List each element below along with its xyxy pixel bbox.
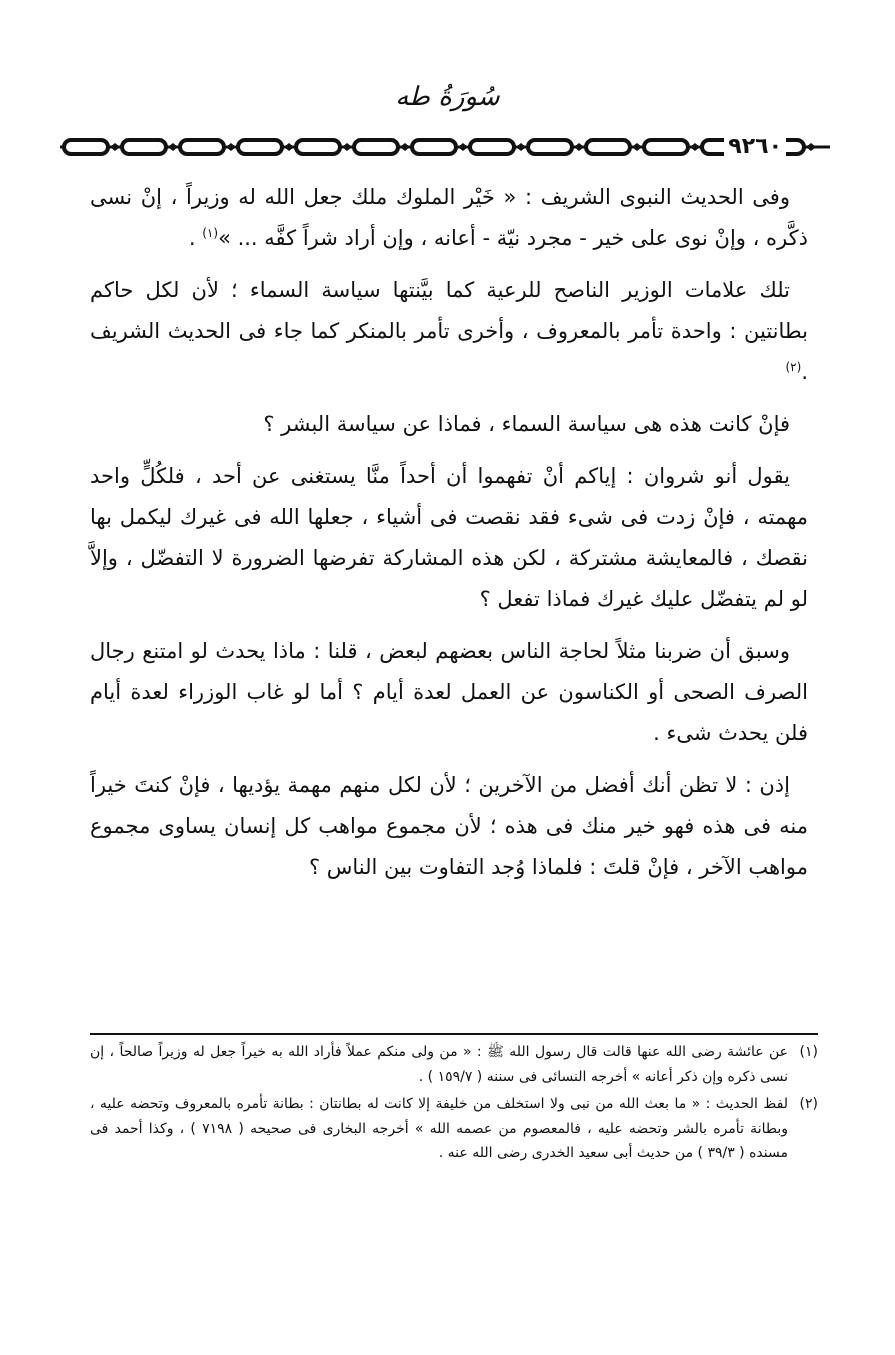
main-text bbox=[90, 177, 808, 899]
paragraph-text: تلك علامات الوزير الناصح للرعية كما بيَّنتها سياسة السماء ؛ لأن لكل حاكم بطانتين : واحدة تأمر بالمعروف ، وأخرى تأمر بالمنكر كما جاء فى الحديث الشريف . bbox=[90, 278, 808, 384]
footnotes bbox=[90, 1040, 818, 1169]
footnote-2 bbox=[90, 1092, 818, 1166]
paragraph-text: يقول أنو شروان : إياكم أنْ تفهموا أن أحداً منَّا يستغنى عن أحد ، فلكُلٍّ واحد مهمته ، فإنْ زدت فى شىء فقد نقصت فى أشياء ، جعلها الله فى غيرك ليكمل بها نقصك ، فالمعايشة مشتركة ، لكن هذه المشاركة تفرضها الضرورة لا التفضّل ، وإلاَّ لو لم يتفضّل عليك غيرك فماذا تفعل ؟ bbox=[90, 464, 808, 611]
footnote-divider bbox=[90, 1033, 818, 1035]
footnote-ref-1: (١) bbox=[202, 226, 219, 240]
footnote-number: (١) bbox=[799, 1044, 818, 1060]
page-number: ٩٢٦٠ bbox=[724, 132, 786, 162]
paragraph-text: وسبق أن ضربنا مثلاً لحاجة الناس بعضهم لبعض ، قلنا : ماذا يحدث لو امتنع رجال الصرف الصحى أو الكناسون عن العمل لعدة أيام ؟ أما لو غاب الوزراء لعدة أيام فلن يحدث شىء . bbox=[90, 639, 808, 745]
chain-border bbox=[60, 132, 830, 162]
paragraph-text: وفى الحديث النبوى الشريف : « خَيْر الملوك ملك جعل الله له وزيراً ، إنْ نسى ذكَّره ، وإنْ نوى على خير - مجرد نيّة - أعانه ، وإن أراد شراً كفَّه ... » bbox=[90, 185, 808, 250]
paragraph-text: فإنْ كانت هذه هى سياسة السماء ، فماذا عن سياسة البشر ؟ bbox=[263, 412, 790, 436]
surah-title: سُورَةُ طه bbox=[395, 82, 500, 112]
paragraph-1: وفى الحديث النبوى الشريف : « خَيْر الملوك ملك جعل الله له وزيراً ، إنْ نسى ذكَّره ، وإنْ نوى على خير - مجرد نيّة - أعانه ، وإن أراد شراً كفَّه ... »$^{(١)}$ . bbox=[90, 185, 808, 250]
chain-ornament-icon bbox=[60, 132, 830, 162]
paragraph-6 bbox=[90, 765, 808, 888]
footnote-ref-2: (٢) bbox=[785, 360, 802, 374]
paragraph-5 bbox=[90, 631, 808, 754]
paragraph-text: إذن : لا تظن أنك أفضل من الآخرين ؛ لأن لكل منهم مهمة يؤديها ، فإنْ كنتَ خيراً منه فى هذه فهو خير منك فى هذه ؛ لأن مجموع مواهب كل إنسان يساوى مجموع مواهب الآخر ، فإنْ قلتَ : فلماذا وُجد التفاوت بين الناس ؟ bbox=[90, 773, 808, 879]
footnote-text: لفظ الحديث : « ما بعث الله من نبى ولا استخلف من خليفة إلا كانت له بطانتان : بطانة تأمره بالمعروف وتحضه عليه ، وبطانة تأمره بالشر وتحضه عليه ، فالمعصوم من عصمه الله » أخرجه البخارى فى صحيحه ( ٧١٩٨ ) ، وكذا أحمد فى مسنده ( ٣٩/٣ ) من حديث أبى سعيد الخدرى رضى الله عنه . bbox=[90, 1096, 788, 1161]
footnote-text: عن عائشة رضى الله عنها قالت قال رسول الله ﷺ : « من ولى منكم عملاً فأراد الله به خيراً جعل له وزيراً صالحاً ، إن نسى ذكره وإن ذكر أعانه » أخرجه النسائى فى سننه ( ١٥٩/٧ ) . bbox=[90, 1044, 788, 1085]
footnote-1 bbox=[90, 1040, 818, 1089]
footnote-number: (٢) bbox=[799, 1096, 818, 1112]
paragraph-4 bbox=[90, 456, 808, 620]
paragraph-3 bbox=[90, 404, 808, 445]
paragraph-2 bbox=[90, 270, 808, 393]
